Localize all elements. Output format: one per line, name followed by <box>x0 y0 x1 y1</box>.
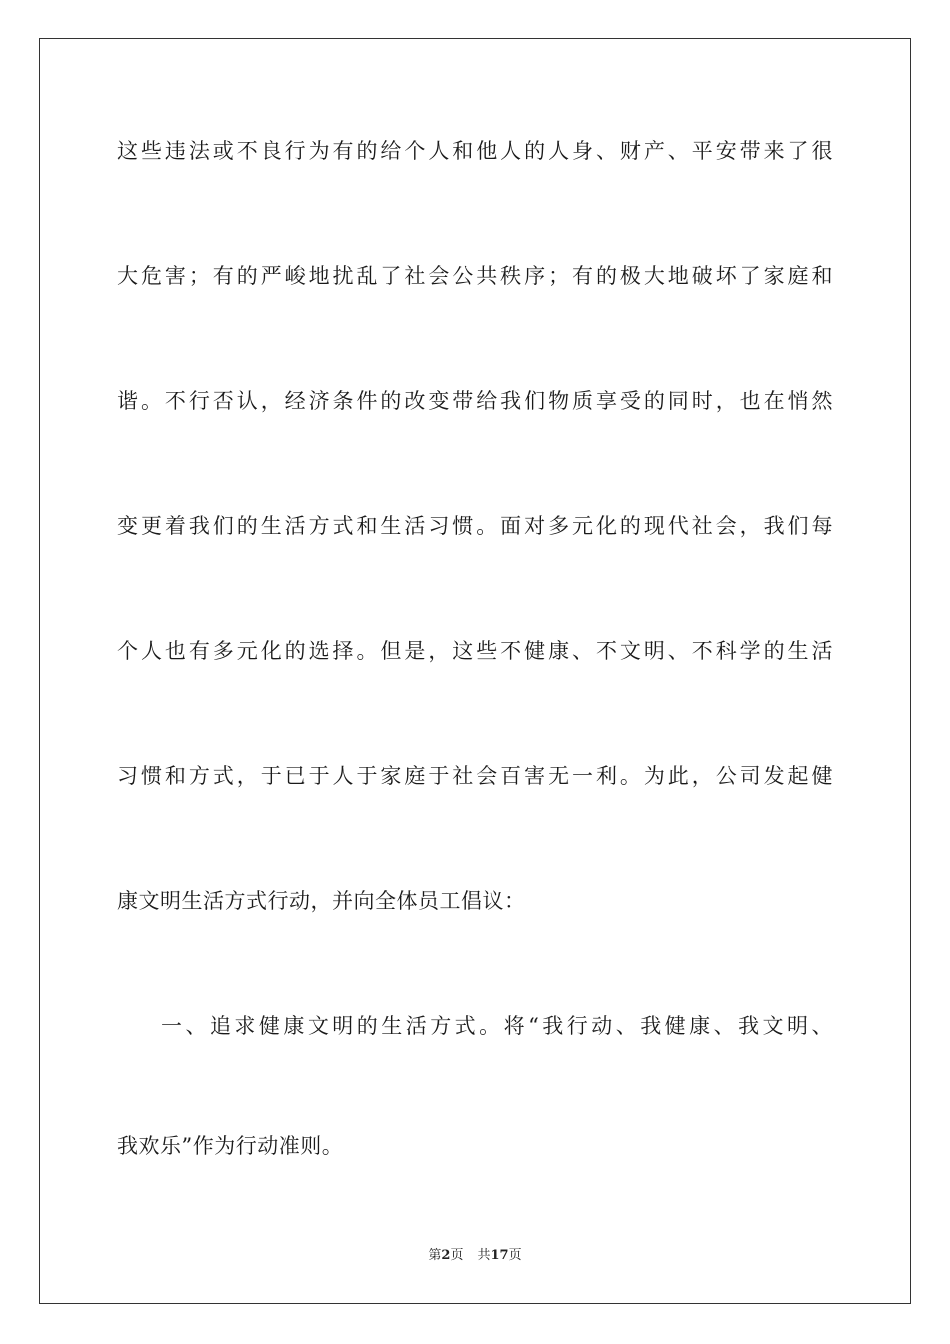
total-pages-prefix: 共 <box>477 1248 491 1263</box>
paragraph-line: 大危害；有的严峻地扰乱了社会公共秩序；有的极大地破坏了家庭和 <box>117 264 833 288</box>
page-border <box>39 38 911 1304</box>
page-number: 2 <box>441 1248 451 1263</box>
page-footer <box>0 1247 950 1265</box>
paragraph-line: 我欢乐”作为行动准则。 <box>117 1134 344 1158</box>
paragraph-line: 习惯和方式，于已于人于家庭于社会百害无一利。为此，公司发起健 <box>117 764 833 788</box>
page-number-suffix: 页 <box>450 1248 464 1263</box>
total-pages-suffix: 页 <box>508 1248 522 1263</box>
paragraph-line: 一、追求健康文明的生活方式。将“我行动、我健康、我文明、 <box>161 1014 833 1038</box>
paragraph-line: 康文明生活方式行动，并向全体员工倡议： <box>117 889 526 913</box>
paragraph-line: 谐。不行否认，经济条件的改变带给我们物质享受的同时，也在悄然 <box>117 389 833 413</box>
paragraph-line: 变更着我们的生活方式和生活习惯。面对多元化的现代社会，我们每 <box>117 514 833 538</box>
paragraph-line: 这些违法或不良行为有的给个人和他人的人身、财产、平安带来了很 <box>117 139 833 163</box>
total-pages: 17 <box>490 1248 509 1263</box>
paragraph-line: 个人也有多元化的选择。但是，这些不健康、不文明、不科学的生活 <box>117 639 833 663</box>
page-number-prefix: 第 <box>428 1248 442 1263</box>
